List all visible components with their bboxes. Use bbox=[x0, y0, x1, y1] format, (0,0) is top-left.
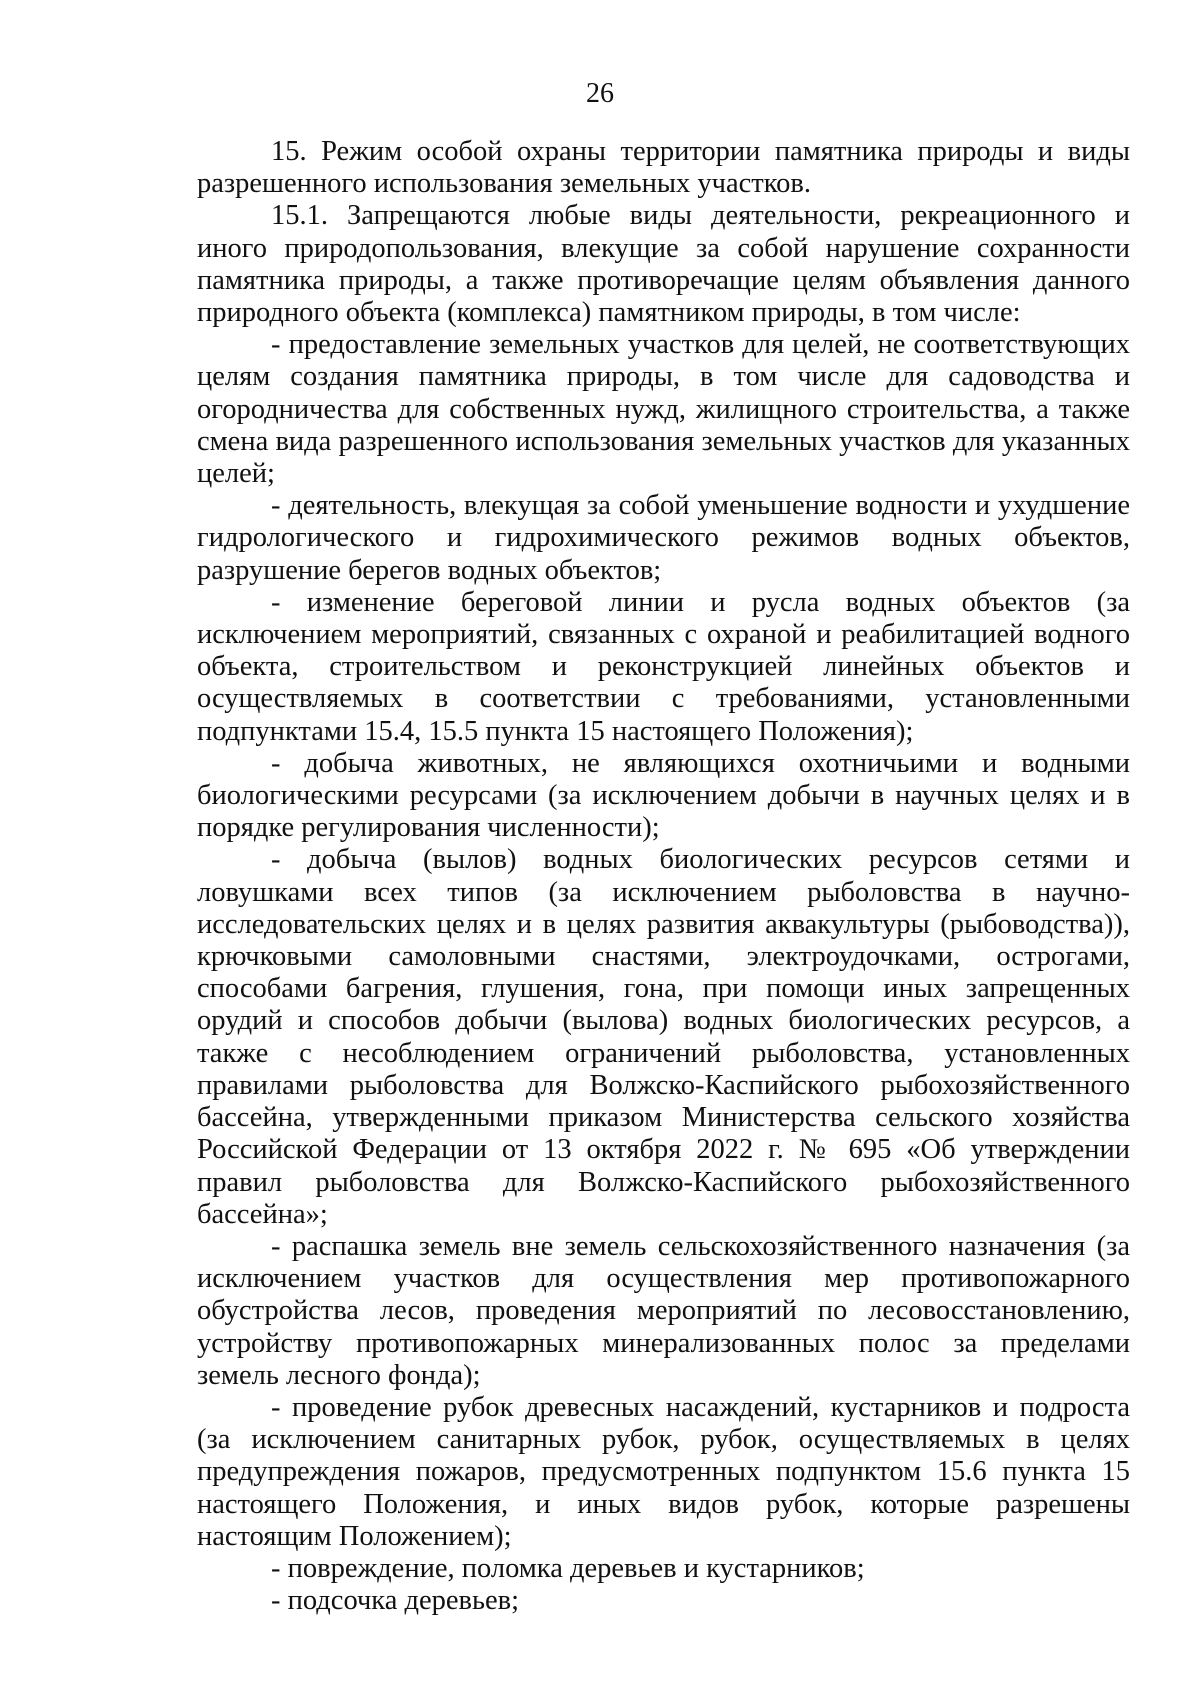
paragraph-15-1: 15.1. Запрещаются любые виды деятельности, рекреационного и иного природопользования, влекущие за собой нарушение сохранности памятника природы, а также противоречащие целям объявления данного природного объекта (комплекса) памятником природы, в том числе: bbox=[197, 200, 1130, 329]
list-item-shoreline-change: - изменение береговой линии и русла водных объектов (за исключением мероприятий, связанных с охраной и реабилитацией водного объекта, строительством и реконструкцией линейных объектов и осуществляемых в соответствии с требованиями, установленными подпунктами 15.4, 15.5 пункта 15 настоящего Положения); bbox=[197, 586, 1130, 747]
section-heading-15: 15. Режим особой охраны территории памятника природы и виды разрешенного использования земельных участков. bbox=[197, 136, 1130, 200]
page-number: 26 bbox=[586, 78, 614, 109]
list-item-fishing: - добыча (вылов) водных биологических ресурсов сетями и ловушками всех типов (за исключением рыболовства в научно-исследовательских целях и в целях развития аквакультуры (рыбоводства)), крючковыми самоловными снастями, электроудочками, острогами, способами багрения, глушения, гона, при помощи иных запрещенных орудий и способов добычи (вылова) водных биологических ресурсов, а также с несоблюдением ограничений рыболовства, установленных правилами рыболовства для Волжско-Каспийского рыбохозяйственного бассейна, утвержденными приказом Министерства сельского хозяйства Российской Федерации от 13 октября 2022 г. № 695 «Об утверждении правил рыболовства для Волжско-Каспийского рыбохозяйственного бассейна»; bbox=[197, 844, 1130, 1230]
list-item-land-provision: - предоставление земельных участков для целей, не соответствующих целям создания памятника природы, в том числе для садоводства и огородничества для собственных нужд, жилищного строительства, а также смена вида разрешенного использования земельных участков для указанных целей; bbox=[197, 329, 1130, 490]
list-item-logging: - проведение рубок древесных насаждений, кустарников и подроста (за исключением санитарных рубок, рубок, осуществляемых в целях предупреждения пожаров, предусмотренных подпунктом 15.6 пункта 15 настоящего Положения, и иных видов рубок, которые разрешены настоящим Положением); bbox=[197, 1391, 1130, 1552]
list-item-animal-hunting: - добыча животных, не являющихся охотничьими и водными биологическими ресурсами (за исключением добычи в научных целях и в порядке регулирования численности); bbox=[197, 747, 1130, 844]
list-item-tree-damage: - повреждение, поломка деревьев и кустарников; bbox=[271, 1552, 865, 1584]
list-item-tapping: - подсочка деревьев; bbox=[271, 1585, 520, 1617]
list-item-plowing: - распашка земель вне земель сельскохозяйственного назначения (за исключением участков для осуществления мер противопожарного обустройства лесов, проведения мероприятий по лесовосстановлению, устройству противопожарных минерализованных полос за пределами земель лесного фонда); bbox=[197, 1230, 1130, 1391]
document-body bbox=[197, 136, 1130, 1617]
list-item-water-reduction: - деятельность, влекущая за собой уменьшение водности и ухудшение гидрологического и гидрохимического режимов водных объектов, разрушение берегов водных объектов; bbox=[197, 490, 1130, 586]
